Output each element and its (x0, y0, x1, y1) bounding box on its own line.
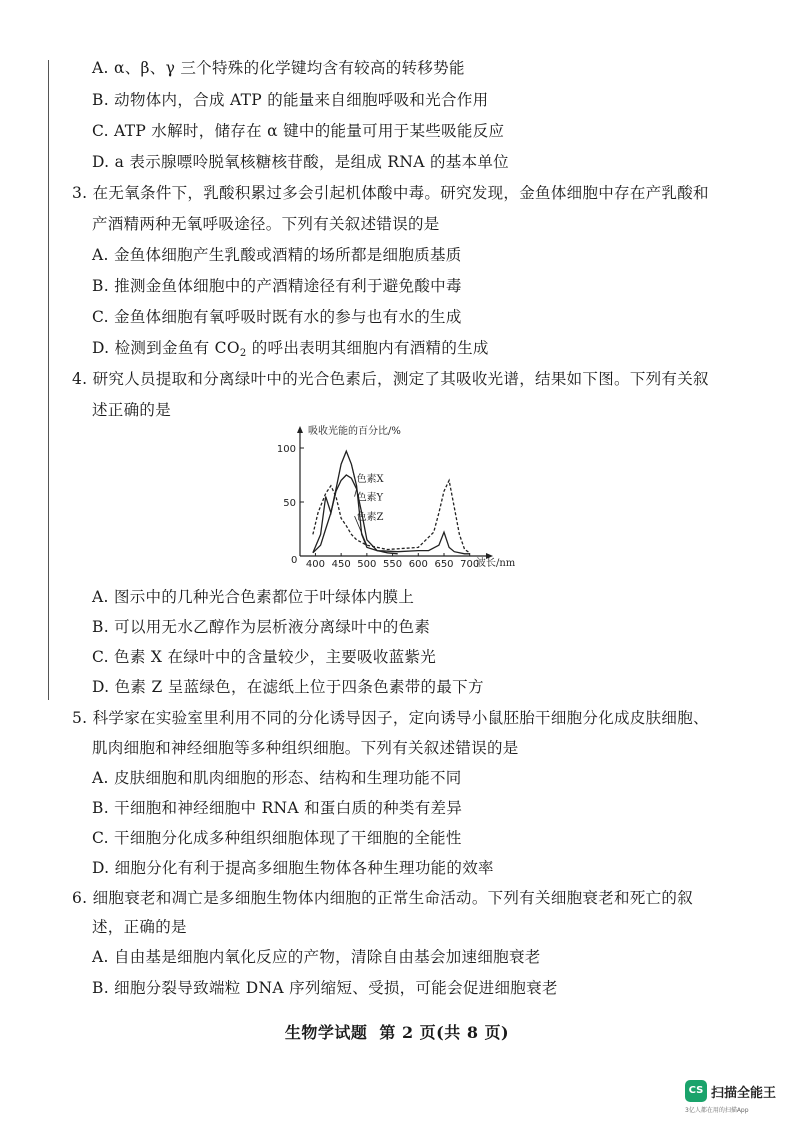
chart-x-tick-label: 400 (305, 559, 325, 570)
q2-option-c: C. ATP 水解时，储存在 α 键中的能量可用于某些吸能反应 (92, 122, 505, 140)
q4-option-b: B. 可以用无水乙醇作为层析液分离绿叶中的色素 (92, 618, 431, 636)
q5-option-b: B. 干细胞和神经细胞中 RNA 和蛋白质的种类有差异 (92, 799, 463, 817)
q2-option-b: B. 动物体内，合成 ATP 的能量来自细胞呼吸和光合作用 (92, 91, 489, 109)
q2-option-a: A. α、β、γ 三个特殊的化学键均含有较高的转移势能 (92, 59, 465, 77)
chart-x-tick-label: 700 (460, 559, 480, 570)
chart-series-line (313, 475, 398, 554)
q4-option-a: A. 图示中的几种光合色素都位于叶绿体内膜上 (92, 588, 415, 606)
q5-option-c: C. 干细胞分化成多种组织细胞体现了干细胞的全能性 (92, 829, 462, 847)
chart-ylabel: 吸收光能的百分比/% (308, 426, 401, 437)
q3-stem-line2: 产酒精两种无氧呼吸途径。下列有关叙述错误的是 (92, 215, 440, 233)
chart-y-tick-label: 100 (276, 444, 296, 455)
q6-option-a: A. 自由基是细胞内氧化反应的产物，清除自由基会加速细胞衰老 (92, 948, 541, 966)
chart-series-label: 色素Z (356, 512, 384, 524)
chart-origin-label: 0 (291, 555, 298, 566)
chart-x-tick-label: 550 (383, 559, 403, 570)
q3-option-c: C. 金鱼体细胞有氧呼吸时既有水的参与也有水的生成 (92, 308, 462, 326)
scanner-watermark (685, 1080, 785, 1116)
scanner-name: 扫描全能王 (711, 1086, 777, 1101)
scanner-tagline: 3亿人都在用的扫描App (685, 1107, 749, 1114)
chart-x-tick-label: 450 (331, 559, 351, 570)
q3-option-d (92, 338, 489, 364)
q5-stem-line1: 5. 科学家在实验室里利用不同的分化诱导因子，定向诱导小鼠胚胎干细胞分化成皮肤细胞、 (72, 709, 709, 727)
q6-stem-line2: 述，正确的是 (92, 918, 187, 936)
chart-x-tick-label: 650 (434, 559, 454, 570)
q5-option-a: A. 皮肤细胞和肌肉细胞的形态、结构和生理功能不同 (92, 769, 462, 787)
chart-y-axis-arrow (297, 426, 303, 433)
chart-xlabel: 波长/nm (476, 558, 516, 569)
camscanner-logo-icon: CS (685, 1080, 707, 1102)
q3-option-d-sub: 2 (239, 348, 247, 359)
chart-series-leader (351, 464, 354, 478)
chart-y-tick-label: 50 (283, 498, 296, 509)
q3-option-d-post: 的呼出表明其细胞内有酒精的生成 (246, 339, 489, 357)
absorption-spectrum-chart (278, 420, 538, 580)
chart-series-label: 色素X (356, 474, 384, 486)
q5-option-d: D. 细胞分化有利于提高多细胞生物体各种生理功能的效率 (92, 859, 494, 877)
q4-stem-line2: 述正确的是 (92, 401, 172, 419)
q4-stem-line1: 4. 研究人员提取和分离绿叶中的光合色素后，测定了其吸收光谱，结果如下图。下列有关叙 (72, 370, 709, 388)
chart-series-label: 色素Y (356, 492, 384, 504)
binding-margin-line (48, 60, 49, 700)
q3-option-b: B. 推测金鱼体细胞中的产酒精途径有利于避免酸中毒 (92, 277, 462, 295)
q3-option-d-pre: D. 检测到金鱼有 CO (92, 339, 240, 357)
q5-stem-line2: 肌肉细胞和神经细胞等多种组织细胞。下列有关叙述错误的是 (92, 739, 519, 757)
chart-svg (278, 420, 538, 580)
q6-stem-line1: 6. 细胞衰老和凋亡是多细胞生物体内细胞的正常生命活动。下列有关细胞衰老和死亡的叙 (72, 889, 694, 907)
q4-option-c: C. 色素 X 在绿叶中的含量较少，主要吸收蓝紫光 (92, 648, 437, 666)
q6-option-b: B. 细胞分裂导致端粒 DNA 序列缩短、受损，可能会促进细胞衰老 (92, 979, 558, 997)
q2-option-d: D. a 表示腺嘌呤脱氧核糖核苷酸，是组成 RNA 的基本单位 (92, 153, 509, 171)
footer-page-number: 第 2 页(共 8 页) (379, 1023, 510, 1042)
q4-option-d: D. 色素 Z 呈蓝绿色，在滤纸上位于四条色素带的最下方 (92, 678, 484, 696)
chart-x-tick-label: 600 (408, 559, 428, 570)
chart-x-tick-label: 500 (357, 559, 377, 570)
chart-series-line (313, 451, 470, 554)
q3-stem-line1: 3. 在无氧条件下，乳酸积累过多会引起机体酸中毒。研究发现，金鱼体细胞中存在产乳酸和 (72, 184, 709, 202)
footer-subject: 生物学试题 (284, 1023, 368, 1042)
page-footer (0, 1020, 794, 1043)
q3-option-a: A. 金鱼体细胞产生乳酸或酒精的场所都是细胞质基质 (92, 246, 462, 264)
